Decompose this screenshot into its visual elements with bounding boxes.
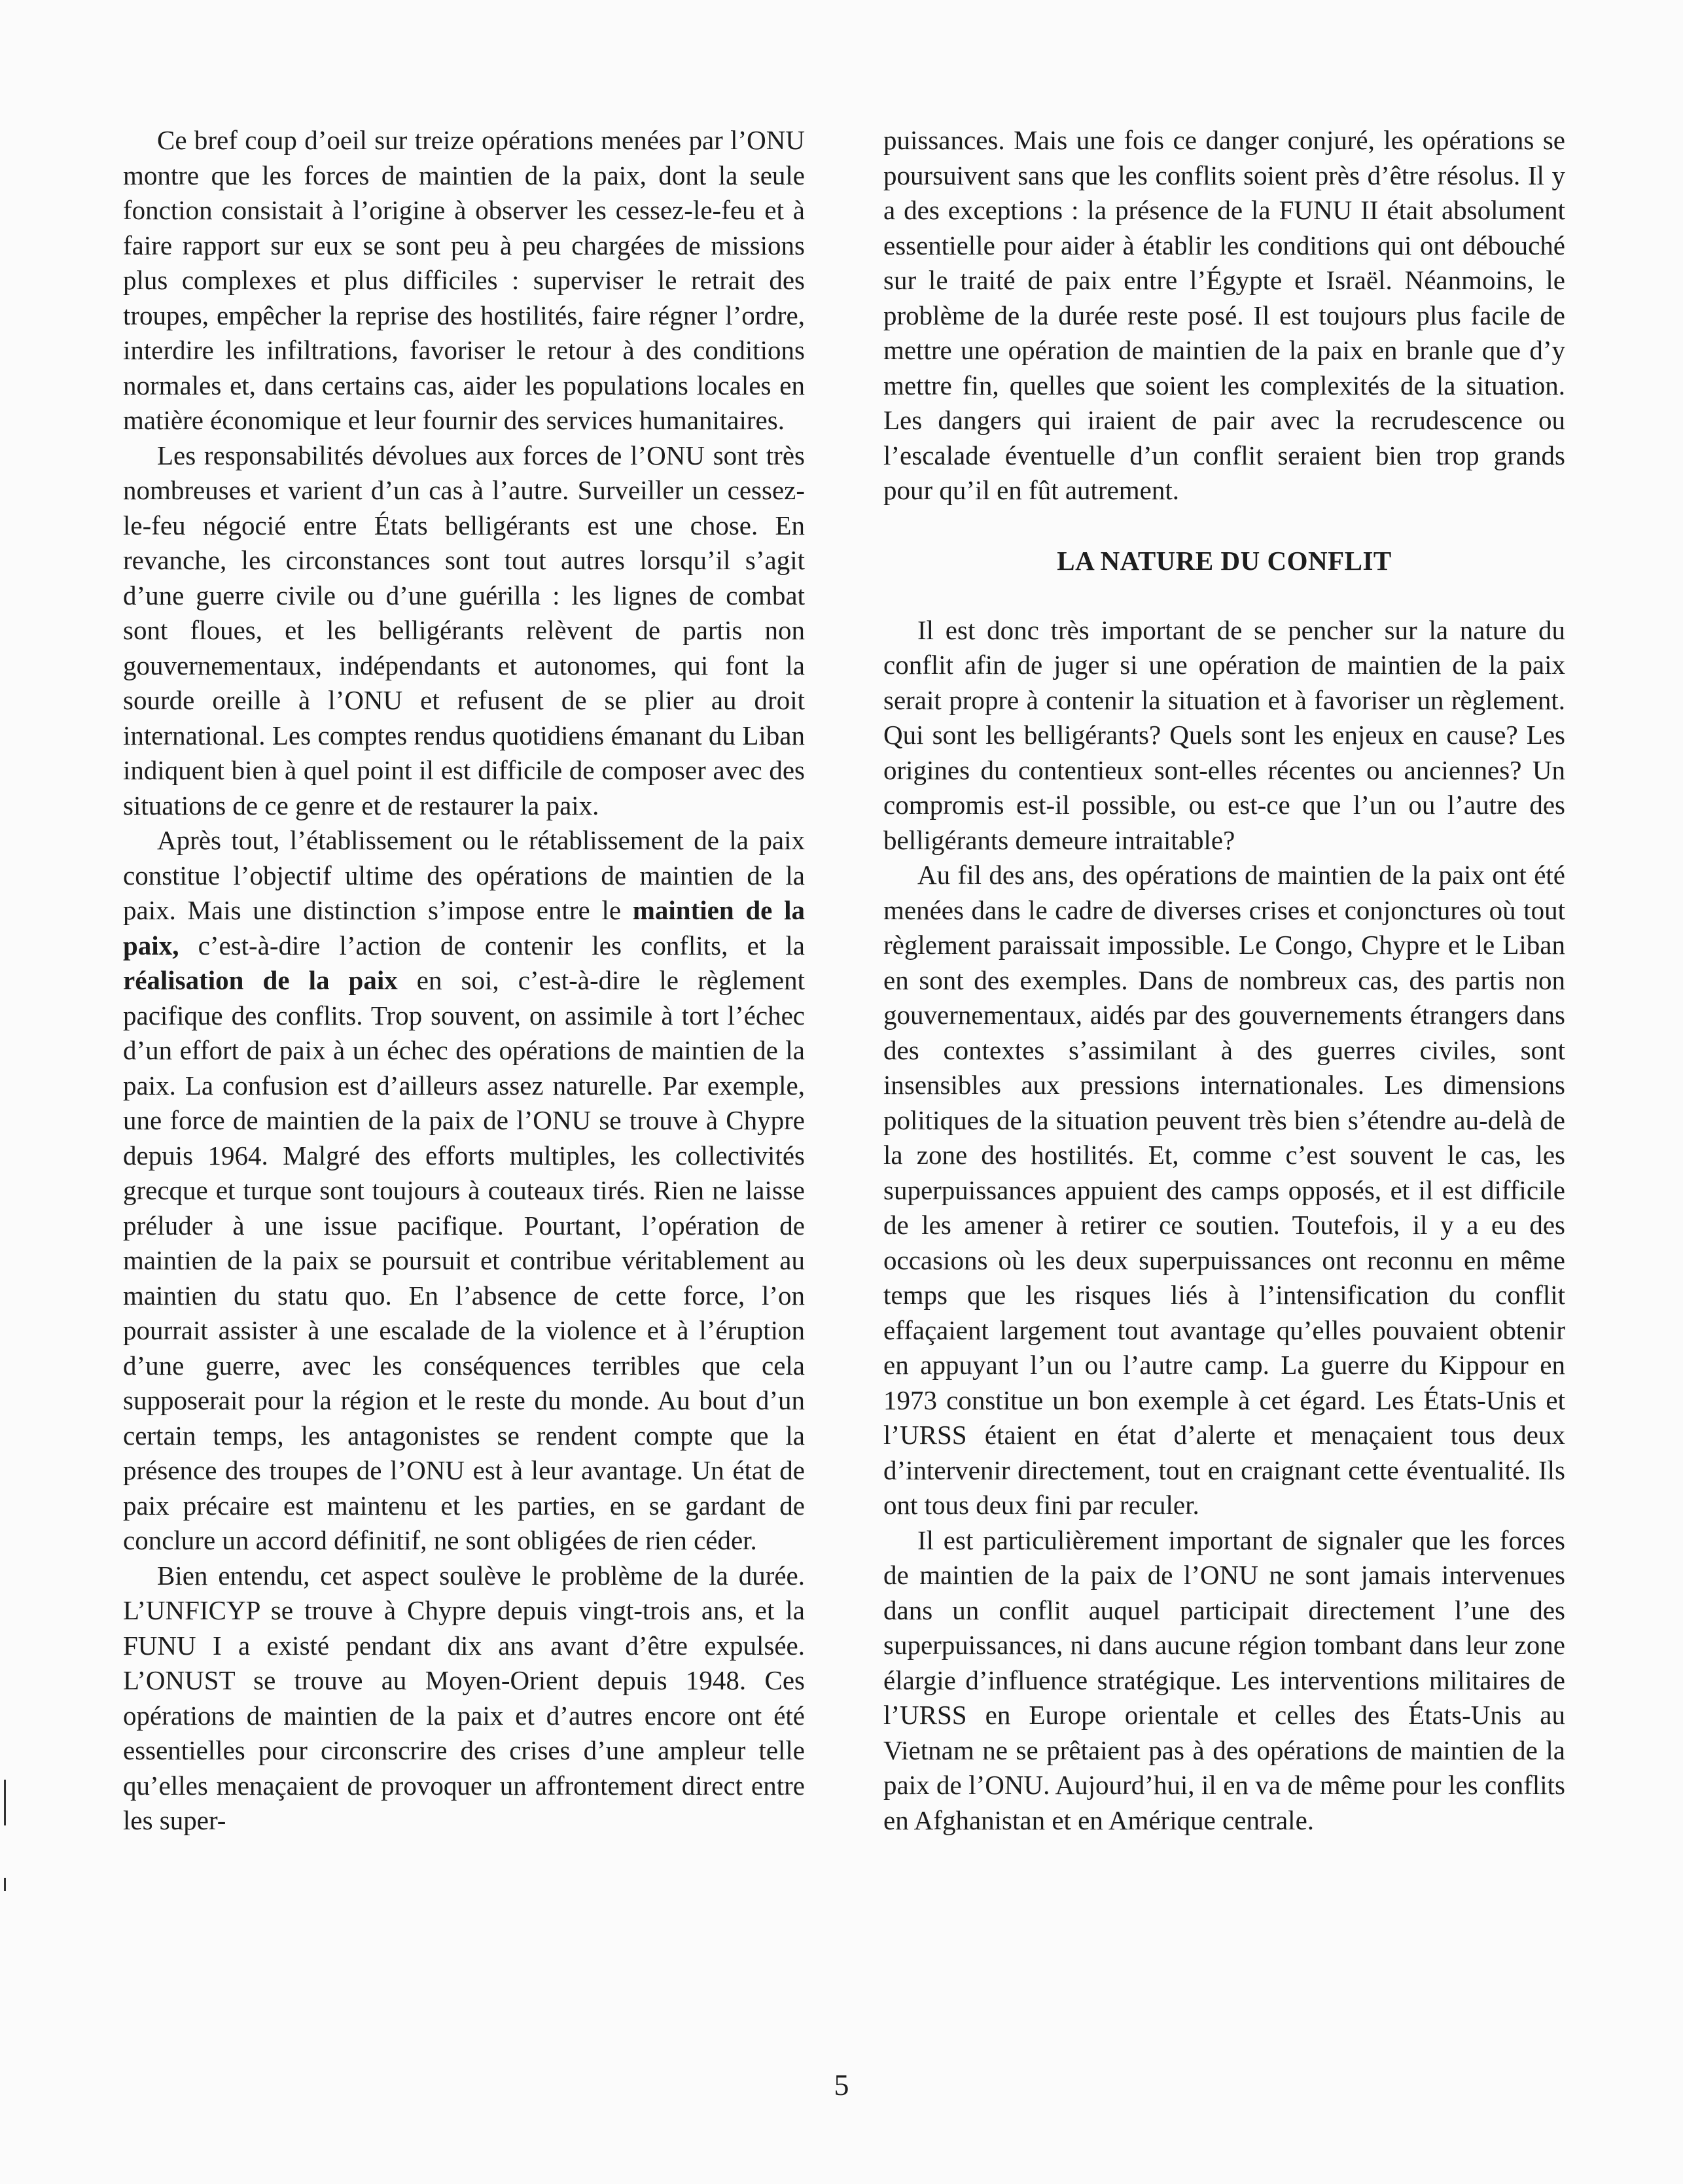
left-column bbox=[123, 123, 805, 1839]
paragraph: Les responsabilités dévolues aux forces de l’ONU sont très nombreuses et varient d’un cas à l’autre. Surveiller un cessez-le-feu négocié entre États belligérants est une chose. En revanche, les circonstances sont tout autres lorsqu’il s’agit d’une guerre civile ou d’une guérilla : les lignes de combat sont floues, et les belligérants relèvent de partis non gouvernementaux, indépendants et autonomes, qui font la sourde oreille à l’ONU et refusent de se plier au droit international. Les comptes rendus quotidiens émanant du Liban indiquent bien à quel point il est difficile de composer avec des situations de ce genre et de restaurer la paix. bbox=[123, 440, 805, 820]
paragraph: Bien entendu, cet aspect soulève le problème de la durée. L’UNFICYP se trouve à Chypre depuis vingt-trois ans, et la FUNU I a existé pendant dix ans avant d’être expulsée. L’ONUST se trouve au Moyen-Orient depuis 1948. Ces opérations de maintien de la paix et d’autres encore ont été essentielles pour circonscrire des crises d’une ampleur telle qu’elles menaçaient de provoquer un affrontement direct entre les super- bbox=[123, 1560, 805, 1835]
bold-term-realisation: réalisation de la paix bbox=[123, 965, 398, 995]
margin-mark bbox=[4, 1780, 6, 1825]
paragraph-text: c’est-à-dire l’action de contenir les conflits, et la bbox=[179, 930, 805, 960]
paragraph: Il est donc très important de se pencher sur la nature du conflit afin de juger si une opération de maintien de la paix serait propre à contenir la situation et à favoriser un règlement. Qui sont les belligérants? Quels sont les enjeux en cause? Les origines du contentieux sont-elles récentes ou anciennes? Un compromis est-il possible, ou est-ce que l’un ou l’autre des belligérants demeure intraitable? bbox=[883, 614, 1565, 855]
section-heading: LA NATURE DU CONFLIT bbox=[1057, 545, 1392, 576]
paragraph: Ce bref coup d’oeil sur treize opérations menées par l’ONU montre que les forces de maintien de la paix, dont la seule fonction consistait à l’origine à observer les cessez-le-feu et à faire rapport sur eux se sont peu à peu chargées de missions plus complexes et plus difficiles : superviser le retrait des troupes, empêcher la reprise des hostilités, faire régner l’ordre, interdire les infiltrations, favoriser le retour à des conditions normales et, dans certains cas, aider les populations locales en matière économique et leur fournir des services humanitaires. bbox=[123, 125, 805, 435]
paragraph: Il est particulièrement important de signaler que les forces de maintien de la paix de l’ONU ne sont jamais intervenues dans un conflit auquel participait directement l’une des superpuissances, ni dans aucune région tombant dans leur zone élargie d’influence stratégique. Les interventions militaires de l’URSS en Europe orientale et celles des États-Unis au Vietnam ne se prêtaient pas à des opérations de maintien de la paix de l’ONU. Aujourd’hui, il en va de même pour les conflits en Afghanistan et en Amérique centrale. bbox=[883, 1524, 1565, 1835]
paragraph-text: en soi, c’est-à-dire le règlement pacifique des conflits. Trop souvent, on assimile à tort l’échec d’un effort de paix à un échec des opérations de maintien de la paix. La confusion est d’ailleurs assez naturelle. Par exemple, une force de maintien de la paix de l’ONU se trouve à Chypre depuis 1964. Malgré des efforts multiples, les collectivités grecque et turque sont toujours à couteaux tirés. Rien ne laisse préluder à une issue pacifique. Pourtant, l’opération de maintien de la paix se poursuit et contribue véritablement au maintien du statu quo. En l’absence de cette force, l’on pourrait assister à une escalade de la violence et à l’éruption d’une guerre, avec les conséquences terribles que cela supposerait pour la région et le reste du monde. Au bout d’un certain temps, les antagonistes se rendent compte que la présence des troupes de l’ONU est à leur avantage. Un état de paix précaire est maintenu et les parties, en se gardant de conclure un accord définitif, ne sont obligées de rien céder. bbox=[123, 965, 805, 1555]
paragraph: Au fil des ans, des opérations de maintien de la paix ont été menées dans le cadre de diverses crises et conjonctures où tout règlement paraissait impossible. Le Congo, Chypre et le Liban en sont des exemples. Dans de nombreux cas, des partis non gouvernementaux, aidés par des gouvernements étrangers dans des contextes s’assimilant à des guerres civiles, sont insensibles aux pressions internationales. Les dimensions politiques de la situation peuvent très bien s’étendre au-delà de la zone des hostilités. Et, comme c’est souvent le cas, les superpuissances appuient des camps opposés, et il est difficile de les amener à retirer ce soutien. Toutefois, il y a eu des occasions où les deux superpuissances ont reconnu en même temps que les risques liés à l’intensification du conflit effaçaient largement tout avantage qu’elles pouvaient obtenir en appuyant l’un ou l’autre camp. La guerre du Kippour en 1973 constitue un bon exemple à cet égard. Les États-Unis et l’URSS étaient en état d’alerte et menaçaient tous deux d’intervenir directement, tout en craignant cette éventualité. Ils ont tous deux fini par reculer. bbox=[883, 860, 1565, 1520]
margin-mark bbox=[4, 1878, 6, 1891]
page-number: 5 bbox=[834, 2068, 849, 2102]
paragraph-continuation: puissances. Mais une fois ce danger conjuré, les opérations se poursuivent sans que les conflits soient près d’être résolus. Il y a des exceptions : la présence de la FUNU II était absolument essentielle pour aider à établir les conditions qui ont débouché sur le traité de paix entre l’Égypte et Israël. Néanmoins, le problème de la durée reste posé. Il est toujours plus facile de mettre une opération de maintien de la paix en branle que d’y mettre fin, quelles que soient les complexités de la situation. Les dangers qui iraient de pair avec la recrudescence ou l’escalade éventuelle d’un conflit seraient bien trop grands pour qu’il en fût autrement. bbox=[883, 125, 1565, 505]
paragraph-with-bold-terms bbox=[123, 823, 805, 1559]
right-column bbox=[883, 123, 1565, 1838]
bold-term-maintien: maintien de la paix, bbox=[123, 895, 805, 960]
paragraph-text: Après tout, l’établissement ou le rétablissement de la paix constitue l’objectif ultime des opérations de maintien de la paix. Mais une distinction s’impose entre le bbox=[123, 825, 805, 925]
